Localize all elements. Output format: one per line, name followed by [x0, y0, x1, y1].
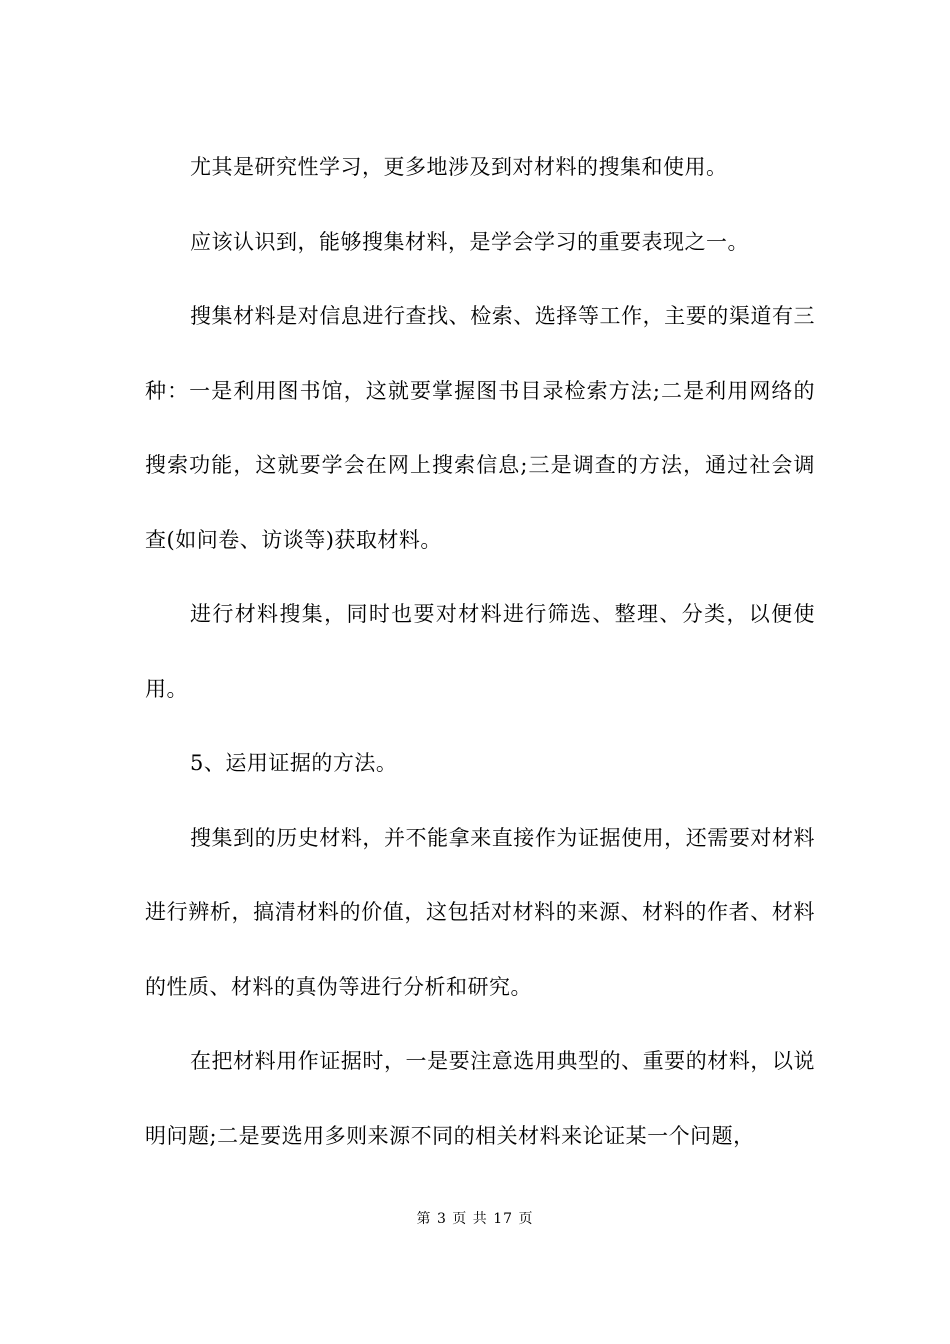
document-body: [145, 130, 815, 1173]
paragraph-2: 应该认识到，能够搜集材料，是学会学习的重要表现之一。: [190, 229, 749, 254]
paragraph-4: 进行材料搜集，同时也要对材料进行筛选、整理、分类，以便使用。: [145, 602, 815, 701]
paragraph-3: 搜集材料是对信息进行查找、检索、选择等工作，主要的渠道有三种：一是利用图书馆，这就要掌握图书目录检索方法;二是利用网络的搜索功能，这就要学会在网上搜索信息;三是调查的方法，通过社会调查(如问卷、访谈等)获取材料。: [145, 304, 815, 552]
page-number-footer: 第 3 页 共 17 页: [416, 1211, 534, 1227]
paragraph-6: 在把材料用作证据时，一是要注意选用典型的、重要的材料，以说明问题;二是要选用多则来源不同的相关材料来论证某一个问题，: [145, 1049, 815, 1148]
section-heading: 5、运用证据的方法。: [190, 751, 398, 775]
paragraph-1: 尤其是研究性学习，更多地涉及到对材料的搜集和使用。: [190, 155, 728, 179]
paragraph-5: 搜集到的历史材料，并不能拿来直接作为证据使用，还需要对材料进行辨析，搞清材料的价值，这包括对材料的来源、材料的作者、材料的性质、材料的真伪等进行分析和研究。: [145, 825, 815, 999]
